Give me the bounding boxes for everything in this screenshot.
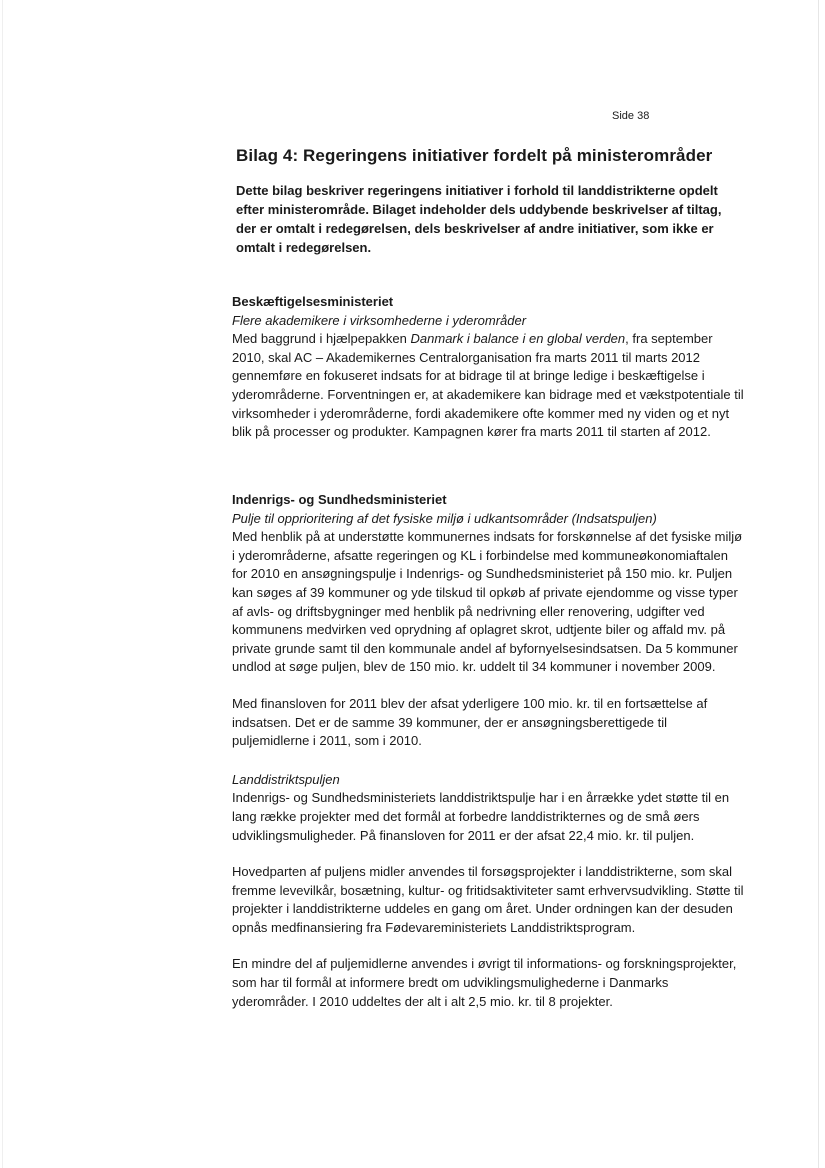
intro-paragraph: Dette bilag beskriver regeringens initiativer i forhold til landdistrikterne opdelt efter ministerområde. Bilaget indeholder dels uddybende beskrivelser af tiltag, der er omtalt i redegørelsen, dels beskrivelser af andre initiativer, som ikke er omtalt i redegørelsen. [236,183,722,255]
paragraph-indsatspuljen: Med henblik på at understøtte kommunernes indsats for forskønnelse af det fysiske miljø i yderområderne, afsatte regeringen og KL i forbindelse med kommuneøkonomiaftalen for 2010 en ansøgningspulje i Indenrigs- og Sundhedsministeriet på 150 mio. kr. Puljen kan søges af 39 kommuner og yde tilskud til opkøb af private ejendomme og visse typer af avls- og driftsbygninger med henblik på nedrivning eller renovering, udgifter ved kommunens medvirken ved oprydning af oplagret skrot, udtjente biler og affald mv. på private grunde samt til den kommunale andel af byfornyelsesindsatsen. Da 5 kommuner undlod at søge puljen, blev de 150 mio. kr. uddelt til 34 kommuner i november 2009. [232,529,743,675]
page-title: Bilag 4: Regeringens initiativer fordelt på ministerområder [236,146,713,165]
page-number: Side 38 [612,110,650,122]
section-body [232,330,744,442]
section-indenrigs [232,491,744,1011]
body-prefix: Med baggrund i hjælpepakken [232,331,411,347]
section-subheading-landdistriktspuljen: Landdistriktspuljen [232,771,340,787]
section-heading: Beskæftigelsesministeriet [232,294,394,309]
section-heading: Indenrigs- og Sundhedsministeriet [232,492,447,507]
paragraph-mindre-del: En mindre del af puljemidlerne anvendes i øvrigt til informations- og forskningsprojekter, som har til formål at informere bredt om udviklingsmulighederne i Danmarks yderområder. I 2010 uddeltes der alt i alt 2,5 mio. kr. til 8 projekter. [232,956,737,1009]
section-beskaeftigelse [232,293,744,442]
body-rest: , fra september 2010, skal AC – Akademikernes Centralorganisation fra marts 2011 til marts 2012 gennemføre en fokuseret indsats for at bidrage til at bringe ledige i beskæftigelse i yderområderne. Forventningen er, at akademikere kan bidrage med et vækstpotentiale til virksomheder i yderområderne, fordi akademikere ofte kommer med ny viden og et nyt blik på processer og produkter. Kampagnen kører fra marts 2011 til starten af 2012. [232,331,744,440]
body-italic-title: Danmark i balance i en global verden [410,331,626,347]
section-subheading: Pulje til opprioritering af det fysiske miljø i udkantsområder (Indsatspuljen) [232,510,657,526]
paragraph-hovedparten: Hovedparten af puljens midler anvendes til forsøgsprojekter i landdistrikterne, som skal fremme levevilkår, bosætning, kultur- og fritidsaktiviteter samt erhvervsudvikling. Støtte til projekter i landdistrikterne uddeles en gang om året. Under ordningen kan der desuden opnås medfinansiering fra Fødevareministeriets Landdistriktsprogram. [232,864,744,935]
paragraph-finanslov: Med finansloven for 2011 blev der afsat yderligere 100 mio. kr. til en fortsættelse af indsatsen. Det er de samme 39 kommuner, der er ansøgningsberettigede til puljemidlerne i 2011, som i 2010. [232,695,708,749]
section-subheading: Flere akademikere i virksomhederne i yderområder [232,312,527,328]
paragraph-landdistriktspulje: Indenrigs- og Sundhedsministeriets landdistriktspulje har i en årrække ydet støtte til en lang række projekter med det formål at forbedre landdistrikternes og de små øers udviklingsmuligheder. På finansloven for 2011 er der afsat 22,4 mio. kr. til puljen. [232,790,730,843]
scan-edge-left [2,0,3,1168]
scan-edge-right [818,0,819,1168]
